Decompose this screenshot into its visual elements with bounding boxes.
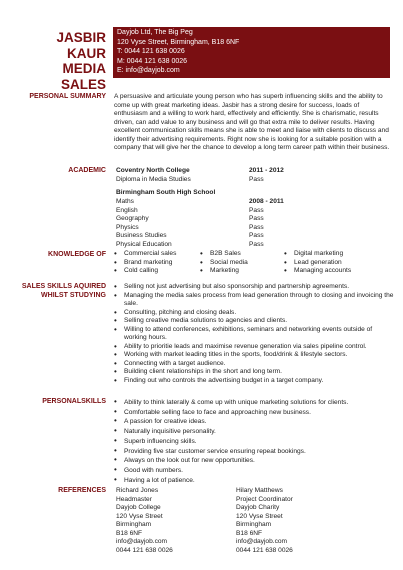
knowledge-column-1 xyxy=(114,250,176,276)
personal-skills-list xyxy=(114,398,394,485)
candidate-name xyxy=(18,30,106,92)
list-item: • Good with numbers. xyxy=(114,466,394,476)
list-item: • Naturally inquisitive personality. xyxy=(114,427,394,437)
sales-heading-line2: WHILST STUDYING xyxy=(41,291,106,299)
section-heading-sales-skills xyxy=(14,283,106,300)
subject-name: Maths xyxy=(116,198,134,205)
sales-skills-list xyxy=(114,283,394,385)
sales-heading-line1: SALES SKILLS AQUIRED xyxy=(21,283,106,290)
summary-paragraph: A persuasive and articulate young person who has superb influencing skills and the ability to come up with great marketing ideas. Jasbir has a strong desire for success, loads of enthusiasm and a willing to work hard, effectively and efficiently. She is charismatic, results driven, can add value to any business and will go that extra mile to deliver results. Having excellent communication skills means she is able to meet and liaise with clients to discuss and identify their advertising requirements. Right now she is looking for a suitable position with a company that will give her the chance to develop a long term career path within their business. xyxy=(114,93,390,151)
ref-postcode: B18 6NF xyxy=(116,529,143,537)
contact-email[interactable]: E: info@dayjob.com xyxy=(117,67,180,74)
contact-details xyxy=(113,27,390,78)
list-item: • Selling not just advertising but also sponsorship and partnership agreements. xyxy=(114,283,394,292)
subject-result: Pass xyxy=(249,215,264,222)
ref-organisation: Dayjob Charity xyxy=(236,504,280,511)
reference-1 xyxy=(116,487,173,555)
academic-section xyxy=(114,167,394,247)
list-item: • Working with market leading titles in the sports, food/drink & lifestyle sectors. xyxy=(114,351,394,360)
name-line: KAUR xyxy=(67,45,106,61)
school-name: Birmingham South High School xyxy=(116,189,216,196)
list-item: • Superb influencing skills. xyxy=(114,437,394,447)
list-item: • Social media xyxy=(200,259,248,268)
list-item: • Marketing xyxy=(200,267,248,276)
name-line: SALES xyxy=(60,76,106,92)
subject-name: Physical Education xyxy=(116,240,172,248)
contact-mobile: M: 0044 121 638 0026 xyxy=(117,57,188,65)
list-item: • Commercial sales xyxy=(114,250,176,259)
ref-postcode: B18 6NF xyxy=(236,529,263,537)
section-heading-knowledge: KNOWLEDGE OF xyxy=(48,251,106,258)
knowledge-column-3 xyxy=(284,250,351,276)
list-item: • Having a lot of patience. xyxy=(114,476,394,486)
school-years: 2008 - 2011 xyxy=(249,198,284,205)
list-item: • Selling creative media solutions to agencies and clients. xyxy=(114,317,394,326)
list-item: • Finding out who controls the advertising budget in a target company. xyxy=(114,377,394,386)
list-item: • A passion for creative ideas. xyxy=(114,417,394,427)
name-line: JASBIR xyxy=(56,30,106,45)
personal-summary-text xyxy=(114,93,394,153)
subject-name: Geography xyxy=(116,215,149,222)
section-heading-personal-summary: PERSONAL SUMMARY xyxy=(29,93,106,100)
reference-2 xyxy=(236,487,293,555)
list-item: • Brand marketing xyxy=(114,259,176,268)
list-item: • Managing the media sales process from lead generation through to closing and invoicing the sale. xyxy=(114,292,394,309)
ref-name: Hilary Matthews xyxy=(236,487,283,494)
list-item: • Ability to think laterally & come up with unique marketing solutions for clients. xyxy=(114,398,394,408)
list-item: • Cold calling xyxy=(114,267,176,276)
contact-telephone: T: 0044 121 638 0026 xyxy=(117,48,185,55)
college-name: Coventry North College xyxy=(116,167,190,174)
ref-title: Project Coordinator xyxy=(236,495,293,503)
ref-street: 120 Vyse Street xyxy=(116,512,163,520)
subject-result: Pass xyxy=(249,206,264,214)
knowledge-column-2 xyxy=(200,250,248,276)
subject-result: Pass xyxy=(249,232,264,239)
list-item: • Building client relationships in the short and long term. xyxy=(114,368,394,377)
list-item: • Lead generation xyxy=(284,259,351,268)
list-item: • Willing to attend conferences, exhibitions, seminars and networking events outside of working hours. xyxy=(114,326,394,343)
list-item: • Digital marketing xyxy=(284,250,351,259)
subject-result: Pass xyxy=(249,240,264,248)
list-item: • Comfortable selling face to face and approaching new business. xyxy=(114,408,394,418)
college-course: Diploma in Media Studies xyxy=(116,175,191,183)
list-item: • Always on the look out for new opportunities. xyxy=(114,456,394,466)
list-item: • Providing five star customer service ensuring repeat bookings. xyxy=(114,447,394,457)
ref-street: 120 Vyse Street xyxy=(236,512,283,520)
list-item: • Ability to prioritie leads and maximise revenue generation via sales pipeline control. xyxy=(114,343,394,352)
list-item: • Managing accounts xyxy=(284,267,351,276)
ref-email[interactable]: info@dayjob.com xyxy=(236,538,288,545)
subject-name: English xyxy=(116,206,138,214)
contact-address-line2: 120 Vyse Street, Birmingham, B18 6NF xyxy=(117,38,240,46)
college-years: 2011 - 2012 xyxy=(249,167,284,174)
ref-organisation: Dayjob College xyxy=(116,504,161,511)
ref-city: Birmingham xyxy=(116,521,152,528)
section-heading-academic: ACADEMIC xyxy=(68,167,106,174)
ref-city: Birmingham xyxy=(236,521,272,528)
ref-name: Richard Jones xyxy=(116,487,159,494)
subject-name: Physics xyxy=(116,223,139,231)
contact-address-line1: Dayjob Ltd, The Big Peg xyxy=(117,29,193,36)
list-item: • B2B Sales xyxy=(200,250,248,259)
subject-result: Pass xyxy=(249,223,264,231)
list-item: • Consulting, pitching and closing deals. xyxy=(114,309,394,318)
list-item: • Connecting with a target audience. xyxy=(114,360,394,369)
ref-phone: 0044 121 638 0026 xyxy=(236,546,293,554)
ref-title: Headmaster xyxy=(116,495,152,503)
ref-phone: 0044 121 638 0026 xyxy=(116,546,173,554)
section-heading-personal-skills: PERSONALSKILLS xyxy=(42,398,106,405)
name-line: MEDIA xyxy=(62,61,106,76)
college-result: Pass xyxy=(249,175,264,183)
ref-email[interactable]: info@dayjob.com xyxy=(116,538,168,545)
section-heading-references: REFERENCES xyxy=(58,487,106,494)
subject-name: Business Studies xyxy=(116,232,167,239)
